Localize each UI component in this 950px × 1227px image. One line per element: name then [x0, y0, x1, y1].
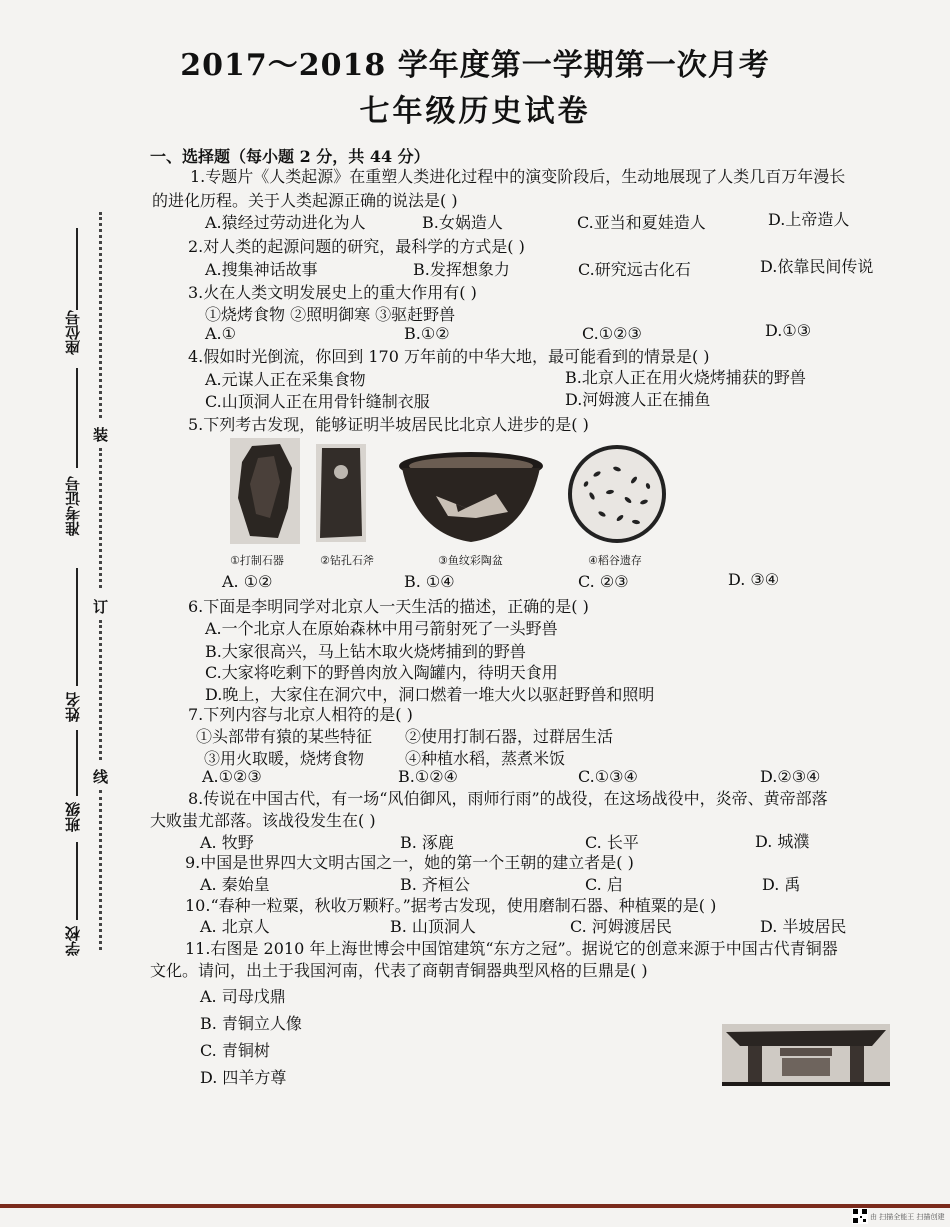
- q9-stem: 9.中国是世界四大文明古国之一，她的第一个王朝的建立者是( ): [185, 853, 634, 872]
- exam-title-line2: 七年级历史试卷: [359, 94, 591, 129]
- binding-ding: 订: [93, 598, 109, 616]
- q5-option-b: B. ①④: [404, 572, 455, 591]
- q1-stem-line2: 的进化历程。关于人类起源正确的说法是( ): [152, 191, 458, 210]
- q10-stem: 10.“春种一粒粟，秋收万颗籽。”据考古发现，使用磨制石器、种植粟的是( ): [185, 896, 717, 915]
- q9-option-b: B. 齐桓公: [400, 875, 470, 894]
- binding-dots-top: [99, 212, 102, 418]
- q8-option-d: D. 城濮: [755, 832, 810, 851]
- q6-option-b: B.大家很高兴，马上钻木取火烧烤捕到的野兽: [205, 642, 526, 661]
- section-title: 一、选择题（每小题 2 分，共 44 分）: [150, 147, 430, 166]
- q3-items: ①烧烤食物 ②照明御寒 ③驱赶野兽: [205, 305, 456, 324]
- q8-option-b: B. 涿鹿: [400, 833, 454, 852]
- q11-option-a: A. 司母戊鼎: [200, 987, 286, 1006]
- q8-stem-line2: 大败蚩尤部落。该战役发生在( ): [150, 811, 376, 830]
- q7-item-2: ②使用打制石器，过群居生活: [405, 727, 614, 746]
- q7-option-d: D.②③④: [760, 767, 821, 786]
- q5-option-c: C. ②③: [578, 572, 629, 591]
- school-label: 学校: [64, 926, 82, 956]
- q8-stem-line1: 8.传说在中国古代，有一场“风伯御风，雨师行雨”的战役，在这场战役中，炎帝、黄帝部落: [188, 789, 828, 808]
- q8-option-c: C. 长平: [585, 833, 639, 852]
- class-label: 班级: [64, 802, 82, 832]
- chipped-stone-tool-image: [230, 438, 300, 544]
- exam-no-line: [76, 368, 78, 468]
- q3-stem: 3.火在人类文明发展史上的重大作用有( ): [188, 283, 477, 302]
- q7-stem: 7.下列内容与北京人相符的是( ): [188, 705, 413, 724]
- q11-option-d: D. 四羊方尊: [200, 1068, 287, 1087]
- q2-option-c: C.研究远古化石: [578, 260, 691, 279]
- rice-grain-remains-image: [562, 444, 672, 544]
- q11-option-c: C. 青铜树: [200, 1041, 270, 1060]
- q2-option-b: B.发挥想象力: [413, 260, 510, 279]
- q10-option-a: A. 北京人: [200, 917, 270, 936]
- q7-item-3: ③用火取暖，烧烤食物: [204, 749, 365, 768]
- q1-option-b: B.女娲造人: [422, 213, 503, 232]
- q2-option-d: D.依靠民间传说: [760, 257, 874, 276]
- fish-pattern-pottery-basin-image: [396, 448, 546, 546]
- q1-option-c: C.亚当和夏娃造人: [577, 213, 706, 232]
- q7-option-a: A.①②③: [202, 767, 262, 786]
- class-line: [76, 730, 78, 796]
- binding-dots-mid2: [99, 620, 102, 760]
- q1-option-a: A.猿经过劳动进化为人: [205, 213, 366, 232]
- exam-title-line1: 2017～2018 学年度第一学期第一次月考: [180, 48, 770, 83]
- q7-option-c: C.①③④: [578, 767, 638, 786]
- q10-option-c: C. 河姆渡居民: [570, 917, 672, 936]
- q4-option-a: A.元谋人正在采集食物: [205, 370, 366, 389]
- q4-option-b: B.北京人正在用火烧烤捕获的野兽: [565, 368, 806, 387]
- q5-option-a: A. ①②: [222, 572, 273, 591]
- seat-line: [76, 228, 78, 310]
- q11-option-b: B. 青铜立人像: [200, 1014, 302, 1033]
- q4-option-c: C.山顶洞人正在用骨针缝制衣服: [205, 392, 430, 411]
- q9-option-a: A. 秦始皇: [200, 875, 270, 894]
- q7-item-1: ①头部带有猿的某些特征: [196, 727, 373, 746]
- q2-stem: 2.对人类的起源问题的研究，最科学的方式是( ): [188, 237, 525, 256]
- name-line: [76, 568, 78, 686]
- q3-option-a: A.①: [205, 324, 236, 343]
- q11-stem-line2: 文化。请问，出土于我国河南，代表了商朝青铜器典型风格的巨鼎是( ): [150, 961, 648, 980]
- drilled-stone-axe-image: [316, 444, 366, 542]
- q5-caption-2: ②钻孔石斧: [320, 554, 374, 567]
- name-label: 姓名: [64, 692, 82, 722]
- q7-option-b: B.①②④: [398, 767, 458, 786]
- binding-dots-bottom: [99, 790, 102, 950]
- china-pavilion-image: [722, 1024, 890, 1086]
- q9-option-c: C. 启: [585, 875, 623, 894]
- bottom-border: [0, 1204, 950, 1208]
- q5-caption-4: ④稻谷遗存: [588, 554, 642, 567]
- q3-option-b: B.①②: [404, 324, 450, 343]
- q10-option-b: B. 山顶洞人: [390, 917, 476, 936]
- q5-stem: 5.下列考古发现，能够证明半坡居民比北京人进步的是( ): [188, 415, 589, 434]
- q5-option-d: D. ③④: [728, 570, 780, 589]
- q5-caption-3: ③鱼纹彩陶盆: [438, 554, 503, 567]
- q6-option-c: C.大家将吃剩下的野兽肉放入陶罐内，待明天食用: [205, 663, 558, 682]
- q3-option-d: D.①③: [765, 321, 812, 340]
- q8-option-a: A. 牧野: [200, 833, 254, 852]
- binding-zhuang: 装: [93, 426, 109, 444]
- q5-caption-1: ①打制石器: [230, 554, 284, 567]
- binding-dots-mid1: [99, 448, 102, 588]
- q6-option-d: D.晚上，大家住在洞穴中，洞口燃着一堆大火以驱赶野兽和照明: [205, 685, 655, 704]
- q4-stem: 4.假如时光倒流，你回到 170 万年前的中华大地，最可能看到的情景是( ): [188, 347, 710, 366]
- q3-option-c: C.①②③: [582, 324, 642, 343]
- scanner-watermark: 由 扫描全能王 扫描创建: [870, 1213, 945, 1221]
- q10-option-d: D. 半坡居民: [760, 917, 847, 936]
- school-line: [76, 842, 78, 920]
- q11-stem-line1: 11.右图是 2010 年上海世博会中国馆建筑“东方之冠”。据说它的创意来源于中国古代青铜器: [185, 939, 838, 958]
- binding-xian: 线: [93, 768, 109, 786]
- q1-option-d: D.上帝造人: [768, 210, 850, 229]
- q7-item-4: ④种植水稻，蒸煮米饭: [405, 749, 566, 768]
- q1-stem-line1: 1.专题片《人类起源》在重塑人类进化过程中的演变阶段后，生动地展现了人类几百万年漫长: [190, 167, 846, 186]
- q2-option-a: A.搜集神话故事: [205, 260, 318, 279]
- q6-option-a: A.一个北京人在原始森林中用弓箭射死了一头野兽: [205, 619, 558, 638]
- qr-code-icon: [852, 1208, 868, 1224]
- q4-option-d: D.河姆渡人正在捕鱼: [565, 390, 711, 409]
- q9-option-d: D. 禹: [762, 875, 801, 894]
- q6-stem: 6.下面是李明同学对北京人一天生活的描述，正确的是( ): [188, 597, 589, 616]
- exam-no-label: 准考证号: [64, 476, 82, 536]
- seat-label: 座位号: [64, 310, 82, 355]
